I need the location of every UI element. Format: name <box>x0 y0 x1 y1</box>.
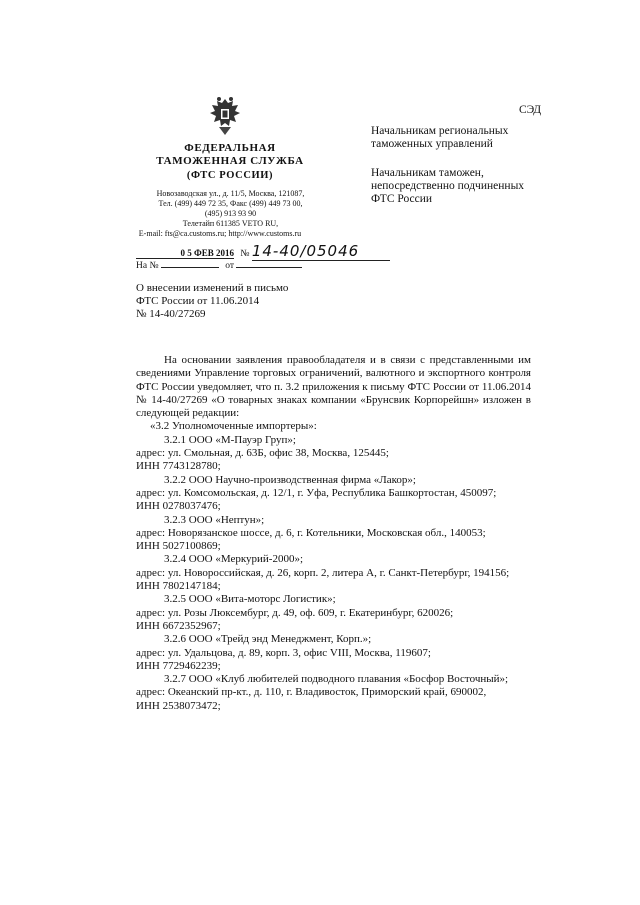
importer-item <box>136 673 531 713</box>
org-address-line2: Тел. (499) 449 72 35, Факс (499) 449 73 00, <box>158 199 303 208</box>
importer-name: 3.2.1 ООО «М-Пауэр Груп»; <box>164 433 296 446</box>
importer-item <box>136 553 531 593</box>
importer-address: адрес: ул. Розы Люксембург, д. 49, оф. 609, г. Екатеринбург, 620026; <box>136 606 454 619</box>
intro-paragraph: На основании заявления правообладателя и в связи с представленными им сведениями Управление торговых ограничений, валютного и экспортного контроля ФТС России уведомляет, что п. 3.2 приложения к письму ФТС России от 11.06.2014 № 14-40/27269 «О товарных знаках компании «Брунсвик Корпорейшн» изложен в следующей редакции: <box>136 354 531 420</box>
section-heading: «3.2 Уполномоченные импортеры»: <box>150 420 317 433</box>
body-text <box>136 354 531 713</box>
org-name-line1: ФЕДЕРАЛЬНАЯ <box>184 142 276 154</box>
importer-item <box>136 514 531 554</box>
org-address-line3: (495) 913 93 90 <box>204 209 257 218</box>
importer-item <box>136 434 531 474</box>
importer-inn: ИНН 7743128780; <box>136 460 221 473</box>
importer-inn: ИНН 6672352967; <box>136 619 221 632</box>
importer-inn: ИНН 7802147184; <box>136 580 221 593</box>
importer-address: адрес: ул. Новороссийская, д. 26, корп. 2, литера А, г. Санкт-Петербург, 194156; <box>136 566 510 579</box>
importer-address: адрес: ул. Смольная, д. 63Б, офис 38, Москва, 125445; <box>136 447 389 460</box>
importer-address: адрес: ул. Комсомольская, д. 12/1, г. Уфа, Республика Башкортостан, 450097; <box>136 486 497 499</box>
subject: О внесении изменений в письмо ФТС России от 11.06.2014 № 14-40/27269 <box>136 282 289 320</box>
recipient-regional: Начальникам региональных таможенных управлений <box>371 125 509 150</box>
org-teletype: Телетайп 611385 VETO RU, <box>182 219 279 228</box>
importer-item <box>136 633 531 673</box>
importer-item <box>136 593 531 633</box>
org-email: E-mail: fts@ca.customs.ru; http://www.customs.ru <box>138 229 302 238</box>
importer-address: адрес: Океанский пр-кт., д. 110, г. Владивосток, Приморский край, 690002, <box>136 686 487 699</box>
importer-inn: ИНН 5027100869; <box>136 540 221 553</box>
importer-list <box>136 434 531 713</box>
reference-line <box>136 261 302 271</box>
recipient-customs: Начальникам таможен, непосредственно подчиненных ФТС России <box>371 167 525 205</box>
importer-name: 3.2.7 ООО «Клуб любителей подводного плавания «Босфор Восточный»; <box>164 673 509 686</box>
coat-of-arms-icon <box>205 95 245 137</box>
importer-name: 3.2.4 ООО «Меркурий-2000»; <box>164 553 304 566</box>
importer-name: 3.2.5 ООО «Вита-моторс Логистик»; <box>164 593 336 606</box>
ref-from-label: от <box>225 261 235 271</box>
importer-name: 3.2.3 ООО «Нептун»; <box>164 513 265 526</box>
number-label: № <box>240 249 250 259</box>
document-number: 14-40/05046 <box>252 242 390 261</box>
importer-address: адрес: Новорязанское шоссе, д. 6, г. Котельники, Московская обл., 140053; <box>136 526 486 539</box>
importer-inn: ИНН 2538073472; <box>136 699 221 712</box>
org-name-line2: ТАМОЖЕННАЯ СЛУЖБА <box>156 155 304 167</box>
ref-label: На № <box>136 261 159 271</box>
org-address-line1: Новозаводская ул., д. 11/5, Москва, 121087, <box>156 189 305 198</box>
sed-stamp: СЭД <box>519 104 542 116</box>
document-date: 0 5 ФЕВ 2016 <box>136 248 234 259</box>
registration-line <box>136 242 390 261</box>
importer-inn: ИНН 0278037476; <box>136 500 221 513</box>
importer-name: 3.2.2 ООО Научно-производственная фирма «Лакор»; <box>164 473 416 486</box>
importer-address: адрес: ул. Удальцова, д. 89, корп. 3, офис VIII, Москва, 119607; <box>136 646 431 659</box>
importer-name: 3.2.6 ООО «Трейд энд Менеджмент, Корп.»; <box>164 633 372 646</box>
importer-item <box>136 474 531 514</box>
org-abbrev: (ФТС РОССИИ) <box>186 170 274 181</box>
importer-inn: ИНН 7729462239; <box>136 659 221 672</box>
